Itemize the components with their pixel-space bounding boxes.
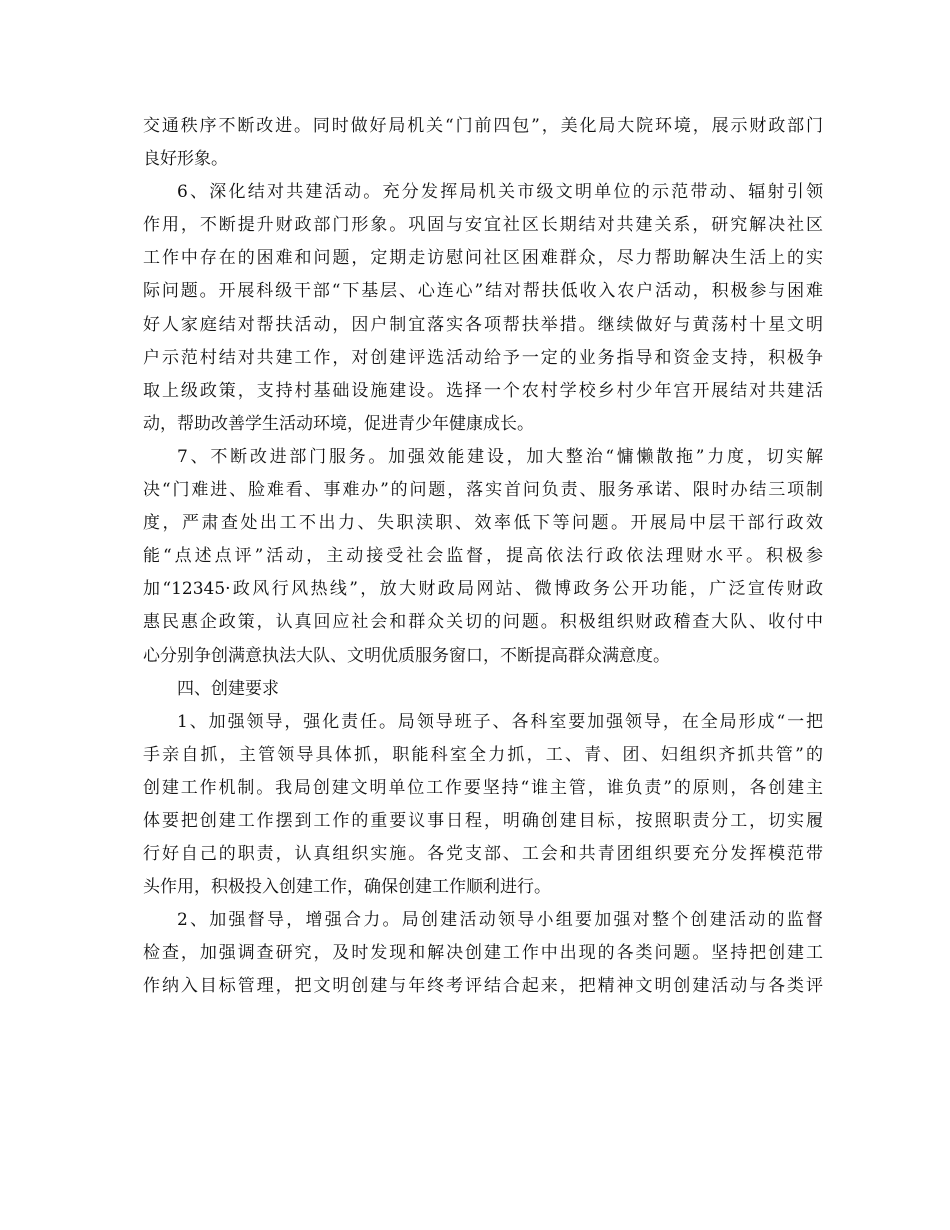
text-line: 交通秩序不断改进。同时做好局机关“门前四包”，美化局大院环境，展示财政部门: [143, 116, 823, 136]
text-line: 作用，不断提升财政部门形象。巩固与安宜社区长期结对共建关系，研究解决社区: [143, 215, 823, 236]
text-line: 体要把创建工作摆到工作的重要议事日程，明确创建目标，按照职责分工，切实履: [143, 810, 823, 831]
text-line: 动，帮助改善学生活动环境，促进青少年健康成长。: [143, 413, 534, 434]
text-line: 四、创建要求: [177, 678, 279, 699]
text-line: 加“12345·政风行风热线”，放大财政局网站、微博政务公开功能，广泛宣传财政: [143, 579, 823, 600]
text-line: 手亲自抓，主管领导具体抓，职能科室全力抓，工、青、团、妇组织齐抓共管”的: [143, 744, 823, 765]
text-line: 度，严肃查处出工不出力、失职渎职、效率低下等问题。开展局中层干部行政效: [143, 513, 823, 534]
text-line: 决“门难进、脸难看、事难办”的问题，落实首问负责、服务承诺、限时办结三项制: [143, 480, 823, 501]
text-line: 检查，加强调查研究，及时发现和解决创建工作中出现的各类问题。坚持把创建工: [143, 943, 823, 964]
text-line: 6、深化结对共建活动。充分发挥局机关市级文明单位的示范带动、辐射引领: [177, 182, 823, 203]
text-line: 7、不断改进部门服务。加强效能建设，加大整治“慵懒散拖”力度，切实解: [177, 446, 823, 467]
text-line: 良好形象。: [143, 149, 228, 170]
text-line: 户示范村结对共建工作，对创建评选活动给予一定的业务指导和资金支持，积极争: [143, 347, 823, 368]
text-line: 作纳入目标管理，把文明创建与年终考评结合起来，把精神文明创建活动与各类评: [143, 976, 823, 997]
text-line: 好人家庭结对帮扶活动，因户制宜落实各项帮扶举措。继续做好与黄荡村十星文明: [143, 314, 823, 335]
text-line: 头作用，积极投入创建工作，确保创建工作顺利进行。: [143, 877, 551, 898]
text-line: 行好自己的职责，认真组织实施。各党支部、工会和共青团组织要充分发挥模范带: [143, 844, 823, 865]
text-line: 1、加强领导，强化责任。局领导班子、各科室要加强领导，在全局形成“一把: [177, 711, 823, 732]
text-line: 心分别争创满意执法大队、文明优质服务窗口，不断提高群众满意度。: [143, 645, 670, 666]
text-line: 惠民惠企政策，认真回应社会和群众关切的问题。积极组织财政稽查大队、收付中: [143, 612, 823, 633]
text-line: 创建工作机制。我局创建文明单位工作要坚持“谁主管，谁负责”的原则，各创建主: [143, 777, 823, 798]
text-line: 工作中存在的困难和问题，定期走访慰问社区困难群众，尽力帮助解决生活上的实: [143, 248, 823, 269]
text-line: 取上级政策，支持村基础设施建设。选择一个农村学校乡村少年宫开展结对共建活: [143, 380, 823, 401]
document-body: [143, 110, 823, 1004]
text-line: 际问题。开展科级干部“下基层、心连心”结对帮扶低收入农户活动，积极参与困难: [143, 281, 823, 302]
text-line: 2、加强督导，增强合力。局创建活动领导小组要加强对整个创建活动的监督: [177, 910, 823, 931]
text-line: 能“点述点评”活动，主动接受社会监督，提高依法行政依法理财水平。积极参: [143, 546, 823, 567]
